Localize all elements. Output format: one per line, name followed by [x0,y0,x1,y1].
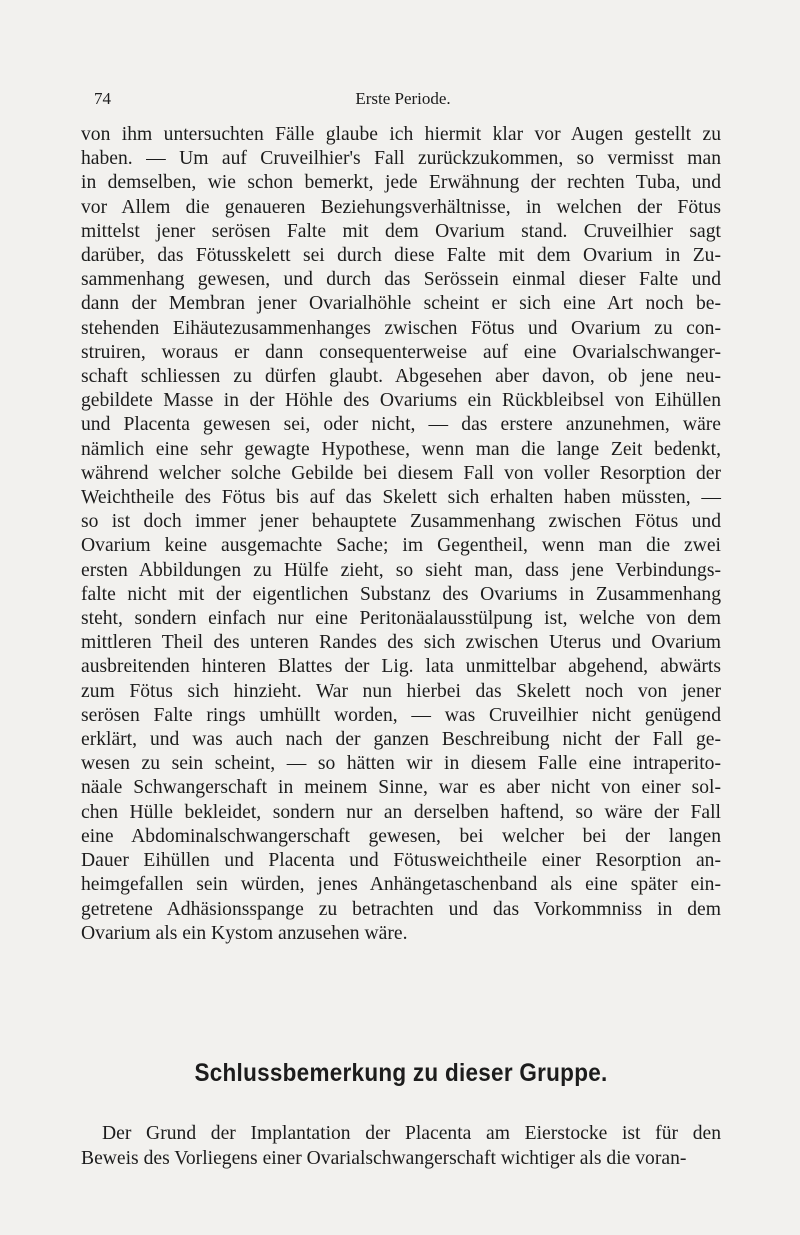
page-header [94,89,712,113]
text-line: und Placenta gewesen sei, oder nicht, — das erstere anzunehmen, wäre [81,414,721,436]
text-line: struiren, woraus er dann consequenterweise auf eine Ovarialschwanger- [81,341,721,363]
text-line: zum Fötus sich hinzieht. War nun hierbei das Skelett noch von jener [81,680,721,702]
text-line: chen Hülle bekleidet, sondern nur an derselben haftend, so wäre der Fall [81,801,721,823]
running-title: Erste Periode. [355,89,451,108]
text-line: darüber, das Fötusskelett sei durch diese Falte mit dem Ovarium in Zu- [81,245,721,267]
text-line: von ihm untersuchten Fälle glaube ich hiermit klar vor Augen gestellt zu [81,124,721,145]
text-line: erklärt, und was auch nach der ganzen Beschreibung nicht der Fall ge- [81,729,721,751]
text-line: nämlich eine sehr gewagte Hypothese, wenn man die lange Zeit bedenkt, [81,438,721,460]
section-heading: Schlussbemerkung zu dieser Gruppe. [194,1059,608,1087]
text-line: mittleren Theil des unteren Randes des sich zwischen Uterus und Ovarium [81,632,721,654]
text-line: dann der Membran jener Ovarialhöhle scheint er sich eine Art noch be- [81,293,721,315]
text-line: vor Allem die genaueren Beziehungsverhältnisse, in welchen der Fötus [81,196,721,218]
text-line: falte nicht mit der eigentlichen Substanz des Ovariums in Zusammenhang [81,583,721,605]
text-line: näale Schwangerschaft in meinem Sinne, war es aber nicht von einer sol- [81,777,721,799]
text-line: in demselben, wie schon bemerkt, jede Erwähnung der rechten Tuba, und [81,172,721,194]
text-line: ausbreitenden hinteren Blattes der Lig. lata unmittelbar abgehend, abwärts [81,656,721,678]
text-line: mittelst jener serösen Falte mit dem Ovarium stand. Cruveilhier sagt [81,220,721,242]
section-paragraph [81,1121,721,1171]
text-line: haben. — Um auf Cruveilhier's Fall zurückzukommen, so vermisst man [81,148,721,170]
text-line: so ist doch immer jener behauptete Zusammenhang zwischen Fötus und [81,511,721,533]
text-line: gebildete Masse in der Höhle des Ovariums ein Rückbleibsel von Eihüllen [81,390,721,412]
page-number: 74 [94,89,111,108]
text-line: eine Abdominalschwangerschaft gewesen, bei welcher bei der langen [81,825,721,847]
text-line: Dauer Eihüllen und Placenta und Fötusweichtheile einer Resorption an- [81,850,721,872]
text-line: serösen Falte rings umhüllt worden, — was Cruveilhier nicht genügend [81,704,721,726]
text-line: während welcher solche Gebilde bei diesem Fall von voller Resorption der [81,462,721,484]
text-line: steht, sondern einfach nur eine Peritonäalausstülpung ist, welche von dem [81,608,721,630]
text-line: Beweis des Vorliegens einer Ovarialschwangerschaft wichtiger als die voran- [81,1148,687,1169]
text-line: schaft schliessen zu dürfen glaubt. Abgesehen aber davon, ob jene neu- [81,366,721,388]
text-line: Ovarium als ein Kystom anzusehen wäre. [81,922,408,944]
text-line: wesen zu sein scheint, — so hätten wir in diesem Falle eine intraperito- [81,753,721,775]
text-line: heimgefallen sein würden, jenes Anhängetaschenband als eine später ein- [81,874,721,896]
text-line: Ovarium keine ausgemachte Sache; im Gegentheil, wenn man die zwei [81,535,721,557]
text-line: ersten Abbildungen zu Hülfe zieht, so sieht man, dass jene Verbindungs- [81,559,721,581]
text-line: getretene Adhäsionsspange zu betrachten und das Vorkommniss in dem [81,898,721,920]
text-line: stehenden Eihäutezusammenhanges zwischen Fötus und Ovarium zu con- [81,317,721,339]
main-paragraph [81,123,721,946]
text-line: sammenhang gewesen, und durch das Serössein einmal dieser Falte und [81,269,721,291]
text-line: Der Grund der Implantation der Placenta am Eierstocke ist für den [102,1123,721,1144]
text-line: Weichtheile des Fötus bis auf das Skelett sich erhalten haben müssten, — [81,487,721,509]
